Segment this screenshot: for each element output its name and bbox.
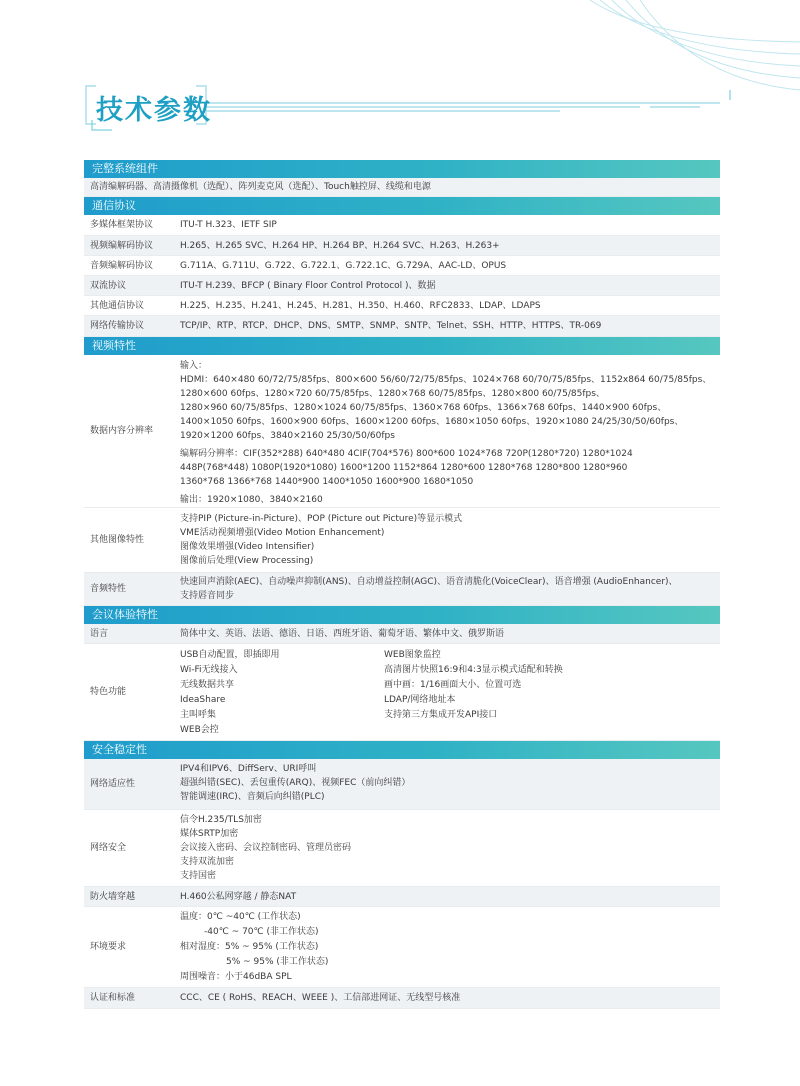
feature-item: Wi-Fi无线接入: [180, 665, 238, 675]
network-line: IPV4和IPV6、DiffServ、URI呼叫: [180, 764, 317, 774]
feature-item: 无线数据共享: [180, 680, 235, 690]
spec-label: 认证和标准: [90, 993, 136, 1003]
image-line: VME活动视频增强(Video Motion Enhancement): [180, 528, 385, 538]
spec-value: [176, 644, 720, 740]
input-line: 1920×1200 60fps、3840×2160 25/30/50/60fps: [180, 431, 395, 441]
env-line: 温度：0℃ ~40℃ (工作状态): [180, 912, 301, 922]
input-line: 1280×960 60/75/85fps、1280×1024 60/75/85fps、1360×768 60fps、1366×768 60fps、1440×900 60fps、: [180, 403, 667, 413]
input-line: HDMI：640×480 60/72/75/85fps、800×600 56/60/72/75/85fps、1024×768 60/70/75/85fps、1152x864 60/75/85fps、: [180, 375, 712, 385]
feature-item: 支持第三方集成开发API接口: [384, 710, 498, 720]
spec-value: G.711A、G.711U、G.722、G.722.1、G.722.1C、G.729A、AAC-LD、OPUS: [180, 261, 507, 271]
spec-row-cert: [84, 988, 720, 1009]
input-title: 输入：: [180, 361, 208, 371]
spec-label: 视频编解码协议: [90, 240, 154, 251]
spec-row: [84, 236, 720, 256]
input-line: 1280×600 60fps、1280×720 60/75/85fps、1280×768 60/75/85fps、1280×800 60/75/85fps、: [180, 389, 605, 399]
spec-label: 语言: [90, 628, 109, 639]
features-right: [384, 648, 716, 738]
spec-label: 双流协议: [90, 280, 127, 291]
audio-line: 支持唇音同步: [180, 591, 235, 601]
feature-item: WEB会控: [180, 725, 219, 735]
input-line: 1400×1050 60fps、1600×900 60fps、1600×1200 60fps、1680×1050 60fps、1920×1080 24/25/30/50/60fps、: [180, 417, 684, 427]
spec-row-resolution: [84, 355, 720, 508]
spec-row: [84, 316, 720, 337]
feature-item: 主叫呼集: [180, 710, 217, 720]
security-line: 支持国密: [180, 871, 217, 881]
output-line: 输出：1920×1080、3840×2160: [180, 495, 323, 505]
section-header-system: 完整系统组件: [84, 160, 720, 178]
audio-line: 快速回声消除(AEC)、自动噪声抑制(ANS)、自动增益控制(AGC)、语音清脆化(VoiceClear)、语音增强 (AudioEnhancer)、: [180, 577, 678, 587]
env-line: 周围噪音：小于46dBA SPL: [180, 972, 292, 982]
spec-label: 网络传输协议: [90, 321, 145, 331]
feature-item: LDAP/网络地址本: [384, 695, 456, 705]
spec-row-features: [84, 644, 720, 741]
spec-label: 环境要求: [90, 942, 127, 952]
feature-item: WEB图象监控: [384, 650, 441, 660]
spec-value: [176, 573, 720, 605]
network-line: 超强纠错(SEC)、丢包重传(ARQ)、视频FEC（前向纠错）: [180, 778, 411, 788]
spec-label: 其他通信协议: [90, 300, 145, 311]
spec-label: 特色功能: [90, 687, 127, 697]
spec-label: 防火墙穿越: [90, 891, 136, 902]
spec-label: 音频编解码协议: [90, 260, 154, 271]
feature-item: USB自动配置，即插即用: [180, 650, 280, 660]
spec-value: H.460公私网穿越 / 静态NAT: [180, 892, 297, 902]
spec-value: [176, 508, 720, 572]
decode-line: 448P(768*448) 1080P(1920*1080) 1600*1200 1152*864 1280*600 1280*768 1280*800 1280*960: [180, 463, 628, 473]
spec-value: ITU-T H.323、IETF SIP: [180, 220, 277, 230]
section-header-video: 视频特性: [84, 337, 720, 355]
spec-value: 简体中文、英语、法语、德语、日语、西班牙语、葡萄牙语、繁体中文、俄罗斯语: [180, 629, 505, 639]
spec-value: [176, 907, 720, 987]
spec-table: [84, 160, 720, 1009]
security-line: 会议接入密码、会议控制密码、管理员密码: [180, 843, 352, 853]
spec-row-environment: [84, 907, 720, 988]
security-line: 信令H.235/TLS加密: [180, 815, 262, 825]
spec-value: TCP/IP、RTP、RTCP、DHCP、DNS、SMTP、SNMP、SNTP、Telnet、SSH、HTTP、HTTPS、TR-069: [180, 321, 602, 331]
spec-row-image: [84, 508, 720, 573]
spec-label: 其他图像特性: [90, 535, 145, 545]
feature-item: 高清图片快照16:9和4:3显示模式适配和转换: [384, 665, 563, 675]
spec-label: 多媒体框架协议: [90, 220, 154, 230]
spec-value: H.225、H.235、H.241、H.245、H.281、H.350、H.460、RFC2833、LDAP、LDAPS: [180, 301, 541, 311]
spec-label: 音频特性: [90, 584, 127, 594]
image-line: 支持PIP (Picture-in-Picture)、POP (Picture out Picture)等显示模式: [180, 514, 463, 524]
image-line: 图像前后处理(View Processing): [180, 556, 314, 566]
spec-row: [84, 256, 720, 276]
title-decoration: [0, 0, 800, 160]
env-line: 相对湿度：5% ~ 95% (工作状态): [180, 942, 319, 952]
image-line: 图像效果增强(Video Intensifier): [180, 542, 315, 552]
page-title: 技术参数: [96, 95, 212, 126]
spec-value: [176, 810, 720, 886]
spec-value: [176, 355, 720, 507]
spec-row-network-security: [84, 810, 720, 887]
spec-label: 网络适应性: [90, 779, 136, 789]
feature-item: IdeaShare: [180, 695, 226, 705]
spec-row-system: [84, 178, 720, 197]
spec-value: ITU-T H.239、BFCP ( Binary Floor Control Protocol )、数据: [180, 281, 436, 291]
spec-row-firewall: [84, 887, 720, 907]
spec-value: CCC、CE ( RoHS、REACH、WEEE )、工信部进网证、无线型号核准: [180, 993, 461, 1003]
spec-label: 网络安全: [90, 843, 127, 853]
security-line: 媒体SRTP加密: [180, 829, 239, 839]
spec-row-audio: [84, 573, 720, 606]
spec-row-language: [84, 624, 720, 644]
decode-line: 编解码分辨率：CIF(352*288) 640*480 4CIF(704*576) 800*600 1024*768 720P(1280*720) 1280*1024: [180, 449, 633, 459]
section-header-protocol: 通信协议: [84, 197, 720, 215]
spec-row: [84, 215, 720, 236]
section-header-security: 安全稳定性: [84, 741, 720, 759]
security-line: 支持双流加密: [180, 857, 235, 867]
section-header-meeting: 会议体验特性: [84, 606, 720, 624]
feature-item: 画中画：1/16画面大小、位置可选: [384, 680, 522, 690]
spec-value: H.265、H.265 SVC、H.264 HP、H.264 BP、H.264 SVC、H.263、H.263+: [180, 241, 500, 251]
spec-value: [176, 759, 720, 809]
env-line: 5% ~ 95% (非工作状态): [226, 957, 329, 967]
env-line: -40℃ ~ 70℃ (非工作状态): [204, 927, 319, 937]
spec-row-network-adapt: [84, 759, 720, 810]
network-line: 智能调速(IRC)、音频后向纠错(PLC): [180, 792, 325, 802]
spec-row: [84, 276, 720, 296]
features-left: [180, 648, 384, 738]
spec-label: 数据内容分辨率: [90, 426, 154, 436]
decode-line: 1360*768 1366*768 1440*900 1400*1050 1600*900 1680*1050: [180, 477, 474, 487]
spec-value: 高清编解码器、高清摄像机（选配）、阵列麦克风（选配）、Touch触控屏、线缆和电源: [90, 182, 431, 192]
spec-row: [84, 296, 720, 316]
